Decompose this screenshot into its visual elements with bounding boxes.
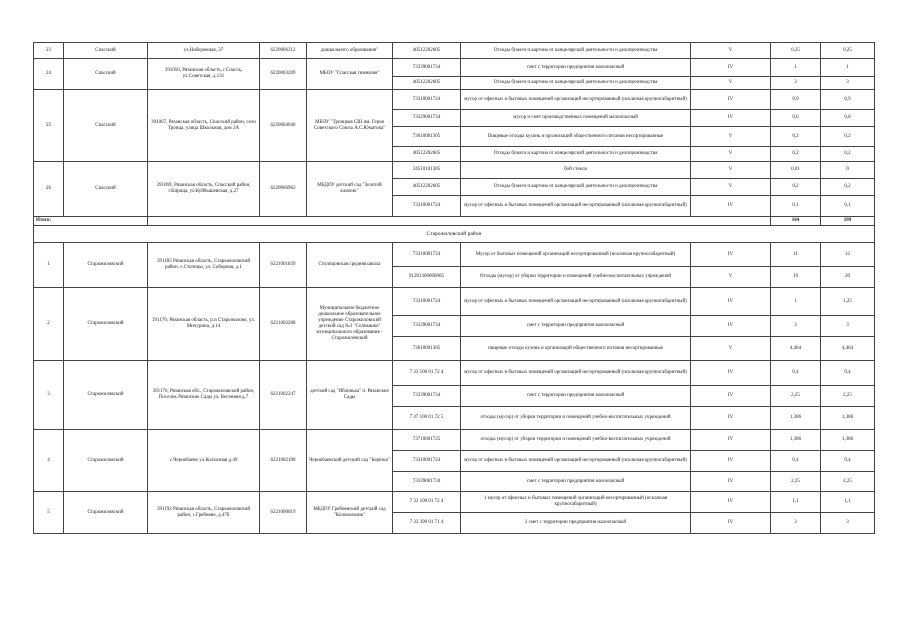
hazard-class-cell: V [691, 162, 771, 179]
amount-b-cell: 3 [821, 513, 875, 534]
waste-code-cell: 73310001724 [393, 288, 461, 316]
waste-code-cell: 73310001724 [393, 196, 461, 217]
organization-cell: Муниципальное бюджетное дошкольное образовательное учреждение Старожиловский детский сад №3 "Солнышко" муниципального образования - Старожиловский [307, 288, 393, 361]
district-cell: Спасский [64, 43, 148, 59]
inn-cell: 6221000019 [260, 492, 307, 534]
amount-a-cell: 0,2 [771, 179, 821, 196]
waste-name-cell: 2 смет с территории предприятия малоопасный [461, 513, 691, 534]
amount-a-cell: 0,25 [771, 43, 821, 59]
amount-a-cell: 0,4 [771, 361, 821, 386]
waste-name-cell: смет с территории предприятия малоопасный [461, 386, 691, 407]
row-number: 5 [34, 492, 64, 534]
table-row [34, 59, 875, 77]
amount-a-cell: 0,2 [771, 147, 821, 162]
organization-cell: МБОУ "Троицкая СШ им. Героя Советского Союза А.С.Юматова" [307, 90, 393, 162]
district-cell: Спасский [64, 59, 148, 90]
address-cell: с.Чернобаево ул.Колхозная д.49 [148, 430, 260, 492]
organization-cell: детский сад "Яблонька" п. Рязанские Сады [307, 361, 393, 430]
amount-a-cell: 1 [771, 59, 821, 77]
inn-cell: 6220006312 [260, 43, 307, 59]
waste-code-cell: 73329001734 [393, 110, 461, 127]
hazard-class-cell: IV [691, 196, 771, 217]
amount-a-cell: 1 [771, 288, 821, 316]
hazard-class-cell: V [691, 179, 771, 196]
table-row [34, 288, 875, 316]
amount-b-cell: 0,4 [821, 361, 875, 386]
hazard-class-cell: IV [691, 90, 771, 110]
address-cell: ул.Набережная, 37 [148, 43, 260, 59]
hazard-class-cell: IV [691, 288, 771, 316]
address-cell: 391170, Рязанская область, р.п Старожилово, ул. Мичурина, д.14 [148, 288, 260, 361]
amount-b-cell: 3 [821, 316, 875, 337]
amount-b-cell: 0,1 [821, 196, 875, 217]
total-amount-b: 109 [821, 217, 875, 226]
row-number: 2 [34, 288, 64, 361]
amount-a-cell: 0,01 [771, 162, 821, 179]
hazard-class-cell: IV [691, 316, 771, 337]
amount-b-cell: 3 [821, 77, 875, 90]
waste-code-cell: 73339001734 [393, 316, 461, 337]
hazard-class-cell: IV [691, 386, 771, 407]
hazard-class-cell: V [691, 147, 771, 162]
row-number: 1 [34, 243, 64, 288]
amount-b-cell: 1 [821, 59, 875, 77]
hazard-class-cell: V [691, 337, 771, 361]
inn-cell: 6220004040 [260, 90, 307, 162]
waste-code-cell: 40512202605 [393, 43, 461, 59]
waste-code-cell: 73310001724 [393, 90, 461, 110]
district-cell: Старожиловский [64, 288, 148, 361]
amount-a-cell: 3 [771, 77, 821, 90]
waste-name-cell: Отходы бумаги и картона от канцелярской деятельности и делопроизводства [461, 179, 691, 196]
inn-cell: 6221002247 [260, 361, 307, 430]
waste-code-cell: 73710001725 [393, 430, 461, 451]
amount-b-cell: 2,25 [821, 386, 875, 407]
waste-code-cell: 7 37 100 01 72 5 [393, 407, 461, 430]
hazard-class-cell: IV [691, 513, 771, 534]
waste-name-cell: Пищевые отходы кухонь и организаций общественного питания несортированные [461, 127, 691, 147]
hazard-class-cell: IV [691, 451, 771, 472]
hazard-class-cell: IV [691, 407, 771, 430]
waste-name-cell: мусор от офисных и бытовых помещений организаций несортированный (исключая крупногабаритный) [461, 451, 691, 472]
waste-code-cell: 73310001724 [393, 243, 461, 267]
address-cell: 391050, Рязанская область, г.Спасск, ул.Советская, д.131 [148, 59, 260, 90]
amount-b-cell: 1,386 [821, 430, 875, 451]
hazard-class-cell: V [691, 43, 771, 59]
hazard-class-cell: IV [691, 243, 771, 267]
region-title: Старожиловский район [34, 226, 875, 243]
waste-code-cell: 73339001734 [393, 386, 461, 407]
amount-a-cell: 2,25 [771, 472, 821, 492]
amount-b-cell: 0,9 [821, 90, 875, 110]
district-cell: Старожиловский [64, 243, 148, 288]
waste-code-cell: 40512202605 [393, 77, 461, 90]
inn-cell: 6220003209 [260, 59, 307, 90]
waste-code-cell: 73310001724 [393, 451, 461, 472]
waste-name-cell: мусор от офисных и бытовых помещений организаций несортированный (исключая крупногабаритный) [461, 288, 691, 316]
row-number: 3 [34, 361, 64, 430]
table-row [34, 361, 875, 386]
amount-b-cell: 0,6 [821, 110, 875, 127]
amount-b-cell: 1,386 [821, 407, 875, 430]
row-number: 26 [34, 162, 64, 217]
waste-name-cell: бой стекла [461, 162, 691, 179]
amount-b-cell: 0,2 [821, 179, 875, 196]
amount-a-cell: 0,4 [771, 451, 821, 472]
hazard-class-cell: V [691, 267, 771, 288]
hazard-class-cell: IV [691, 59, 771, 77]
total-row [34, 217, 875, 226]
total-spacer [148, 217, 771, 226]
amount-b-cell: 20 [821, 267, 875, 288]
table-row [34, 492, 875, 513]
table-row [34, 43, 875, 59]
waste-name-cell: мусор от офисных и бытовых помещений организаций несортированный (исключая крупногабаритный) [461, 361, 691, 386]
waste-code-cell: 73610001305 [393, 337, 461, 361]
amount-a-cell: 4,464 [771, 337, 821, 361]
district-cell: Старожиловский [64, 430, 148, 492]
report-sheet [33, 42, 874, 534]
amount-b-cell: 0,25 [821, 43, 875, 59]
amount-a-cell: 11 [771, 243, 821, 267]
organization-cell: Чернобаевский детский сад "Берёзка" [307, 430, 393, 492]
waste-name-cell: Отходы бумаги и картона от канцелярской деятельности и делопроизводства [461, 43, 691, 59]
organization-cell: дошкольного образования" [307, 43, 393, 59]
hazard-class-cell: IV [691, 361, 771, 386]
waste-code-cell: 40512202605 [393, 147, 461, 162]
row-number: 23 [34, 43, 64, 59]
waste-code-cell: 91201300000005 [393, 267, 461, 288]
hazard-class-cell: IV [691, 110, 771, 127]
inn-cell: 6221001839 [260, 243, 307, 288]
waste-code-cell: 34510101305 [393, 162, 461, 179]
hazard-class-cell: IV [691, 430, 771, 451]
organization-cell: Столпцовская средняя школа [307, 243, 393, 288]
row-number: 24 [34, 59, 64, 90]
waste-code-cell: 40512202605 [393, 179, 461, 196]
amount-a-cell: 0,6 [771, 110, 821, 127]
waste-name-cell: мусор от офисных и бытовых помещений организаций несортированный (исключая крупногабаритный) [461, 196, 691, 217]
amount-b-cell: 12 [821, 243, 875, 267]
waste-name-cell: отходы (мусор) от уборки территории и помещений учебно-воспитательных учреждений [461, 407, 691, 430]
waste-name-cell: 1 мусор от офисных и бытовых помещений организаций несортированный (исключая крупногабаритный) [461, 492, 691, 513]
total-amount-a: 104 [771, 217, 821, 226]
waste-table [33, 42, 875, 534]
waste-name-cell: отходы (мусор) от уборки территории и помещений учебно-воспитательных учреждений [461, 430, 691, 451]
address-cell: 391185 Рязанская область, Старожиловский район, с.Столпцы, ул. Соборная, д.1 [148, 243, 260, 288]
waste-code-cell: 73610001305 [393, 127, 461, 147]
amount-a-cell: 19 [771, 267, 821, 288]
amount-a-cell: 1,386 [771, 430, 821, 451]
address-cell: 391067, Рязанская область, Спасский район, село Троица, улица Школьная, дом 2А [148, 90, 260, 162]
hazard-class-cell: IV [691, 472, 771, 492]
amount-b-cell: 1,1 [821, 492, 875, 513]
table-row [34, 243, 875, 267]
inn-cell: 6221002208 [260, 288, 307, 361]
district-cell: Спасский [64, 90, 148, 162]
inn-cell: 6220006963 [260, 162, 307, 217]
waste-code-cell: 73339001734 [393, 472, 461, 492]
waste-name-cell: мусор от офисных и бытовых помещений организаций несортированный (исключая крупногабаритный) [461, 90, 691, 110]
amount-a-cell: 2,25 [771, 386, 821, 407]
hazard-class-cell: IV [691, 492, 771, 513]
waste-name-cell: смет с территории предприятия малоопасный [461, 316, 691, 337]
district-cell: Старожиловский [64, 361, 148, 430]
row-number: 4 [34, 430, 64, 492]
amount-b-cell: 4,464 [821, 337, 875, 361]
amount-b-cell: 0,2 [821, 127, 875, 147]
waste-name-cell: Отходы бумаги и картона от канцелярской деятельности и делопроизводства [461, 77, 691, 90]
amount-a-cell: 1,1 [771, 492, 821, 513]
amount-a-cell: 3 [771, 513, 821, 534]
amount-b-cell: 1,25 [821, 288, 875, 316]
district-cell: Спасский [64, 162, 148, 217]
organization-cell: МБДОУ детский сад "Золотой ключик" [307, 162, 393, 217]
organization-cell: МБДОУ Гребневский детский сад "Колокольчик" [307, 492, 393, 534]
waste-code-cell: 7 33 390 01 71 4 [393, 513, 461, 534]
amount-b-cell: 0,2 [821, 147, 875, 162]
inn-cell: 6221002198 [260, 430, 307, 492]
amount-a-cell: 0,1 [771, 196, 821, 217]
waste-code-cell: 7 33 100 01 72 4 [393, 361, 461, 386]
waste-code-cell: 7 33 100 01 72 4 [393, 492, 461, 513]
total-label: Итого: [34, 217, 148, 226]
amount-b-cell: 0,4 [821, 451, 875, 472]
hazard-class-cell: V [691, 77, 771, 90]
waste-name-cell: пищевые отходы кухонь и организаций общественного питания несортированные [461, 337, 691, 361]
waste-name-cell: Отходы (мусор) от уборки территории и помещений учебно-воспитательных учреждений [461, 267, 691, 288]
address-cell: 391176, Рязанская обл., Старожиловский район, Поселок Рязанские Сады ул. Весенняя д.7 [148, 361, 260, 430]
amount-b-cell: 2,25 [821, 472, 875, 492]
hazard-class-cell: V [691, 127, 771, 147]
amount-b-cell: 0 [821, 162, 875, 179]
address-cell: 391192 Рязанская область, Старожиловский район, с.Гребнево, д.47б [148, 492, 260, 534]
amount-a-cell: 0,2 [771, 127, 821, 147]
district-cell: Старожиловский [64, 492, 148, 534]
region-header-row [34, 226, 875, 243]
table-row [34, 90, 875, 110]
address-cell: 391069, Рязанская область, Спасский район, г.Кирица, ул.Куйбышевская, д.27 [148, 162, 260, 217]
waste-name-cell: Отходы бумаги и картона от канцелярской деятельности и делопроизводства [461, 147, 691, 162]
amount-a-cell: 3 [771, 316, 821, 337]
amount-a-cell: 0,9 [771, 90, 821, 110]
table-row [34, 162, 875, 179]
waste-name-cell: смет с территории предприятия малоопасный [461, 472, 691, 492]
row-number: 25 [34, 90, 64, 162]
organization-cell: МБОУ "Спасская гимназия" [307, 59, 393, 90]
waste-name-cell: мусор и смет производственных помещений малоопасный [461, 110, 691, 127]
waste-name-cell: Мусор от бытовых помещений организаций несортированный (исключая крупногабаритный) [461, 243, 691, 267]
waste-name-cell: смет с территории предприятия малоопасный [461, 59, 691, 77]
waste-code-cell: 73339001734 [393, 59, 461, 77]
amount-a-cell: 1,386 [771, 407, 821, 430]
table-row [34, 430, 875, 451]
